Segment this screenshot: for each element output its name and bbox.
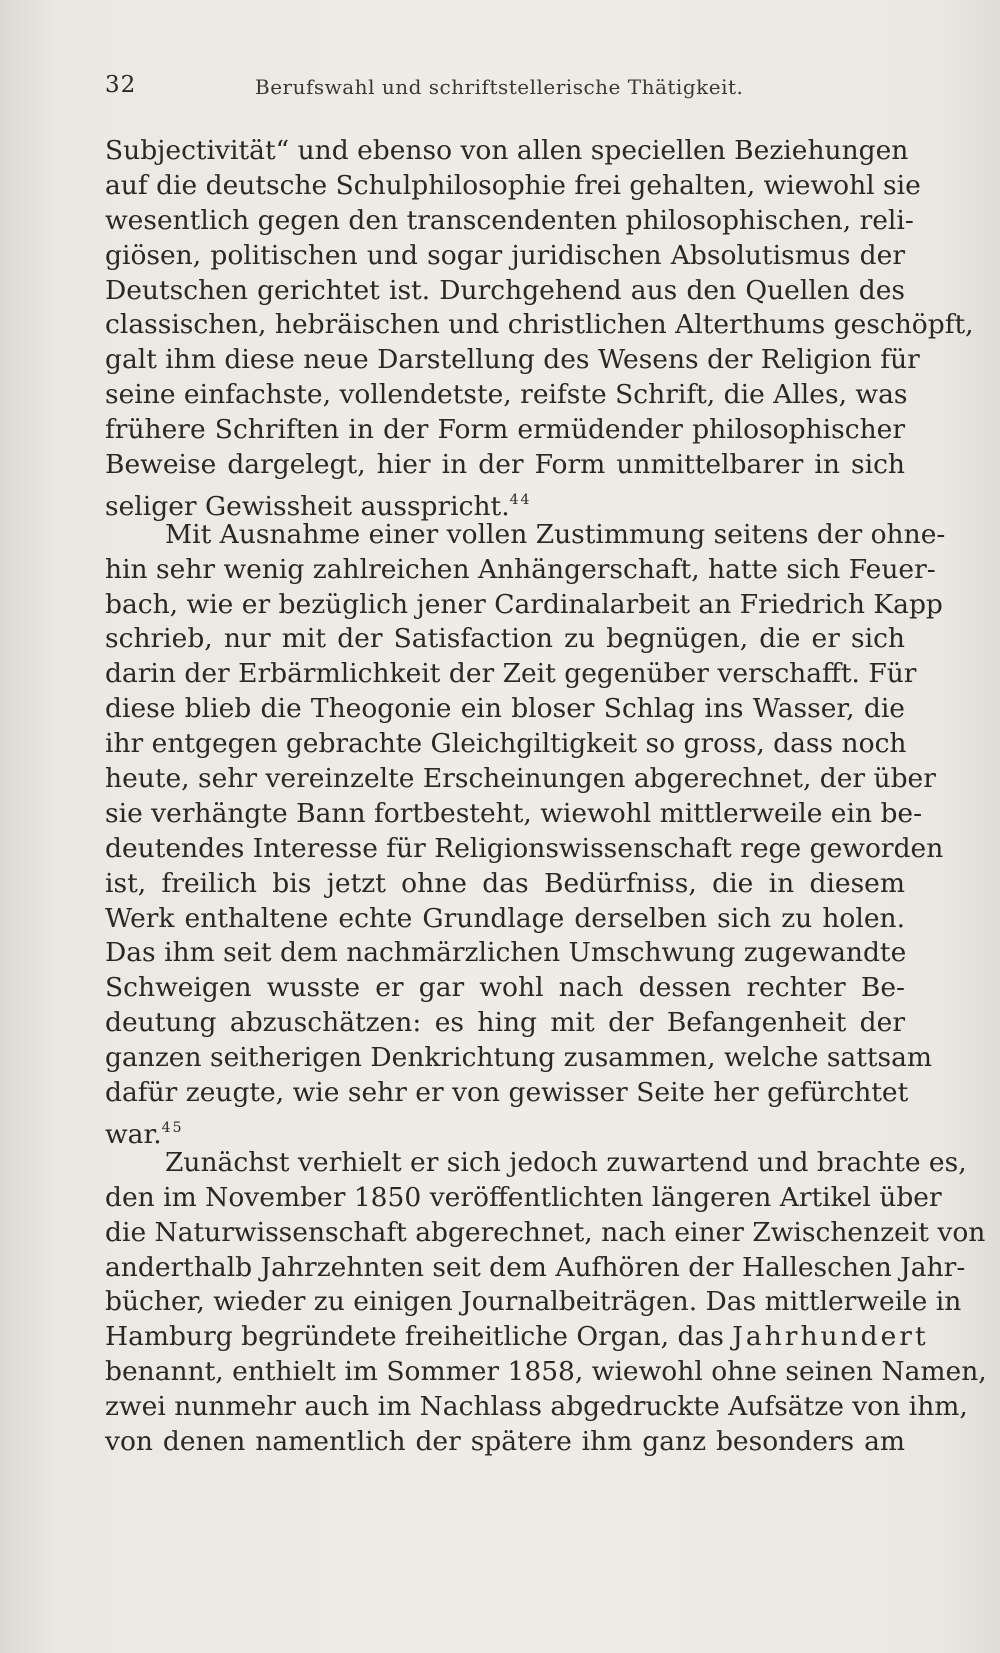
paragraph [105,518,946,1150]
text-line: deutung abzuschätzen: es hing mit der Befangenheit der [105,1007,905,1039]
text-line: Deutschen gerichtet ist. Durchgehend aus den Quellen des [105,274,905,306]
footnote-marker: 44 [509,491,532,508]
text-line: wesentlich gegen den transcendenten philosophischen, reli- [105,204,914,236]
text-line: die Naturwissenschaft abgerechnet, nach einer Zwischenzeit von [105,1216,986,1248]
paragraph [105,1146,987,1460]
text-line: zwei nunmehr auch im Nachlass abgedruckte Aufsätze von ihm, [105,1391,968,1423]
text-line: Mit Ausnahme einer vollen Zustimmung seitens der ohne- [165,518,946,550]
text-line: ganzen seitherigen Denkrichtung zusammen, welche sattsam [105,1042,933,1074]
running-title: Berufswahl und schriftstellerische Thätigkeit. [255,75,744,99]
text-line: den im November 1850 veröffentlichten längeren Artikel über [105,1181,942,1213]
page-header [105,72,905,108]
text-line: galt ihm diese neue Darstellung des Wesens der Religion für [105,344,920,376]
text-line: war. [105,1118,162,1150]
footnote-marker: 45 [161,1119,184,1136]
text-line: diese blieb die Theogonie ein bloser Schlag ins Wasser, die [105,693,905,725]
text-line: Zunächst verhielt er sich jedoch zuwartend und brachte es, [165,1146,967,1178]
text-line: bücher, wieder zu einigen Journalbeiträgen. Das mittlerweile in [105,1286,962,1318]
text-line: Subjectivität“ und ebenso von allen speciellen Beziehungen [105,135,909,166]
body-text [105,134,987,1460]
text-line: seine einfachste, vollendetste, reifste Schrift, die Alles, was [105,379,908,411]
text-line: auf die deutsche Schulphilosophie frei gehalten, wiewohl sie [105,169,921,201]
text-line: benannt, enthielt im Sommer 1858, wiewohl ohne seinen Namen, [105,1356,987,1388]
text-line: frühere Schriften in der Form ermüdender philosophischer [105,414,905,446]
text-line: heute, sehr vereinzelte Erscheinungen abgerechnet, der über [105,763,936,795]
text-line: schrieb, nur mit der Satisfaction zu begnügen, die er sich [105,623,905,655]
text-line: hin sehr wenig zahlreichen Anhängerschaft, hatte sich Feuer- [105,553,936,585]
text-line: Beweise dargelegt, hier in der Form unmittelbarer in sich [105,449,905,481]
text-line: seliger Gewissheit ausspricht. [105,490,510,522]
text-line-with-footnote [105,483,905,522]
text-line: deutendes Interesse für Religionswissenschaft rege geworden [105,832,944,864]
text-line: dafür zeugte, wie sehr er von gewisser Seite her gefürchtet [105,1077,909,1109]
text-line: Werk enthaltene echte Grundlage derselben sich zu holen. [105,902,905,934]
text-line: sie verhängte Bann fortbesteht, wiewohl mittlerweile ein be- [105,797,923,829]
text-line: anderthalb Jahrzehnten seit dem Aufhören der Halleschen Jahr- [105,1251,966,1283]
text-line: bach, wie er bezüglich jener Cardinalarbeit an Friedrich Kapp [105,588,943,620]
text-line-with-footnote [105,1111,905,1150]
paragraph [105,134,974,522]
text-line: classischen, hebräischen und christlichen Alterthums geschöpft, [105,309,974,341]
text-line: Das ihm seit dem nachmärzlichen Umschwung zugewandte [105,937,907,969]
text-line: ist, freilich bis jetzt ohne das Bedürfniss, die in diesem [105,867,905,899]
spaced-word: Jahrhundert [732,1321,929,1353]
text-line: Hamburg begründete freiheitliche Organ, das [105,1321,724,1353]
text-line: Schweigen wusste er gar wohl nach dessen rechter Be- [105,972,905,1004]
text-line: von denen namentlich der spätere ihm ganz besonders am [105,1425,905,1457]
text-line: giösen, politischen und sogar juridischen Absolutismus der [105,239,905,271]
page-number: 32 [105,72,137,98]
text-line-with-spaced-word [105,1320,929,1355]
text-line: darin der Erbärmlichkeit der Zeit gegenüber verschafft. Für [105,658,917,690]
text-line: ihr entgegen gebrachte Gleichgiltigkeit so gross, dass noch [105,728,907,760]
